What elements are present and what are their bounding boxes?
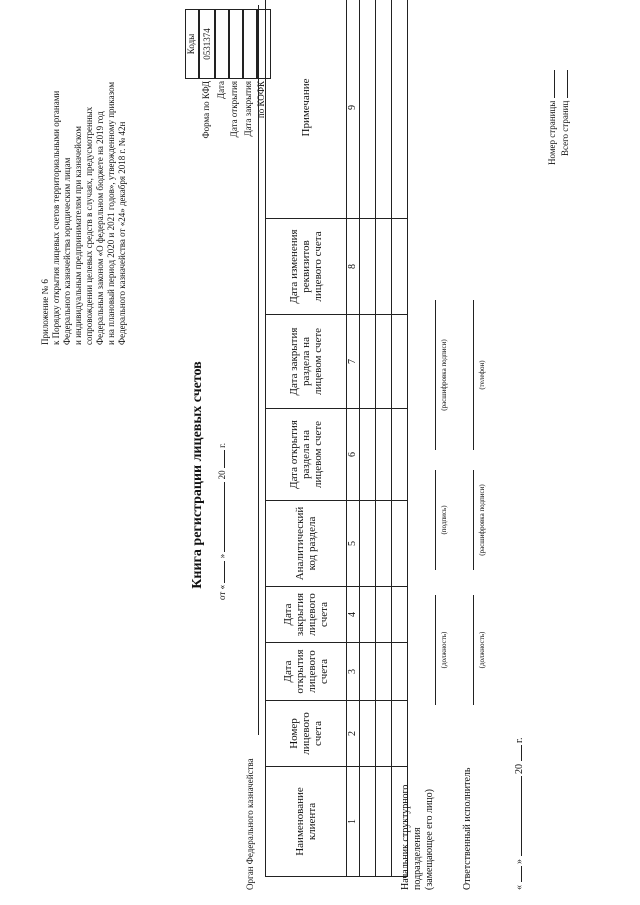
sign-date-month-field[interactable]: [512, 777, 522, 857]
sign-date-year-field[interactable]: [512, 746, 522, 762]
col-number: 1: [347, 767, 360, 877]
table-cell[interactable]: [360, 767, 376, 877]
table-cell[interactable]: [360, 701, 376, 767]
date-year-field[interactable]: [215, 450, 225, 468]
executor-decoding-field[interactable]: [473, 470, 474, 570]
appendix-line: Приложение № 6: [40, 279, 50, 345]
table-cell[interactable]: [360, 587, 376, 643]
sign-date-close-quote: »: [514, 859, 525, 864]
col-section-open-date-header: Дата открытия раздела на лицевом счете: [266, 409, 347, 501]
col-number: 9: [347, 0, 360, 219]
appendix-line: и индивидуальным предпринимателям при казначейском: [73, 126, 83, 345]
table-cell[interactable]: [376, 643, 392, 701]
table-cell[interactable]: [360, 643, 376, 701]
table-cell[interactable]: [376, 501, 392, 587]
col-note-header: Примечание: [266, 0, 347, 219]
total-pages-label: Всего страниц: [560, 100, 570, 157]
executor-phone-caption: (телефон): [478, 360, 486, 390]
table-cell[interactable]: [376, 315, 392, 409]
table-cell[interactable]: [360, 501, 376, 587]
date-year-suffix: г.: [217, 442, 227, 448]
col-number: 7: [347, 315, 360, 409]
col-number: 5: [347, 501, 360, 587]
document-date-line: [215, 443, 227, 600]
appendix-note: [40, 15, 128, 345]
table-cell[interactable]: [360, 409, 376, 501]
table-row: [376, 0, 392, 877]
codes-header: Коды: [185, 9, 199, 79]
col-number: 6: [347, 409, 360, 501]
page-number-field[interactable]: [545, 70, 555, 98]
col-account-open-date-header: Дата открытия лицевого счета: [266, 643, 347, 701]
col-number: 4: [347, 587, 360, 643]
table-cell[interactable]: [376, 587, 392, 643]
table-number-row: [347, 0, 360, 877]
col-section-close-date-header: Дата закрытия раздела на лицевом счете: [266, 315, 347, 409]
head-decoding-field[interactable]: [435, 300, 436, 450]
col-number: 3: [347, 643, 360, 701]
organ-field[interactable]: [258, 5, 259, 735]
table-cell[interactable]: [376, 701, 392, 767]
date-code-field[interactable]: [215, 9, 229, 79]
table-cell[interactable]: [360, 315, 376, 409]
organ-label: Орган Федерального казначейства: [245, 758, 255, 890]
date-month-field[interactable]: [215, 482, 225, 552]
table-cell[interactable]: [360, 219, 376, 315]
appendix-line: и на плановый период 2020 и 2021 годов», утвержденному приказом: [106, 81, 116, 345]
page-number-label: Номер страницы: [547, 100, 557, 165]
appendix-line: Федерального казначейства юридическим лицам: [62, 157, 72, 345]
date-open-quote: от «: [217, 584, 227, 600]
col-analytic-code-header: Аналитический код раздела: [266, 501, 347, 587]
table-row: [360, 0, 376, 877]
head-signature-field[interactable]: [435, 470, 436, 570]
table-cell[interactable]: [376, 409, 392, 501]
close-date-code-field[interactable]: [243, 9, 257, 79]
appendix-line: Федерального казначейства от «24» декабря 2018 г. № 42н: [117, 121, 127, 345]
executor-decoding-caption: (расшифровка подписи): [478, 484, 486, 556]
register-table: [265, 0, 408, 877]
table-cell[interactable]: [376, 219, 392, 315]
col-account-close-date-header: Дата закрытия лицевого счета: [266, 587, 347, 643]
form-code-label: Форма по КФД: [201, 81, 211, 139]
appendix-line: сопровождении целевых средств в случаях, предусмотренных: [84, 106, 94, 345]
sign-date-year-suffix: г.: [514, 737, 525, 743]
col-number: 8: [347, 219, 360, 315]
kofk-code-label: по КОФК: [256, 81, 266, 119]
page-numbering: [545, 70, 571, 165]
open-date-code-label: Дата открытия: [229, 81, 239, 138]
col-requisites-change-date-header: Дата изменения реквизитов лицевого счета: [266, 219, 347, 315]
head-label-line1: Начальник структурного: [400, 784, 411, 890]
col-number: 2: [347, 701, 360, 767]
total-pages-row: [558, 70, 571, 165]
head-decoding-caption: (расшифровка подписи): [440, 339, 448, 411]
col-account-number-header: Номер лицевого счета: [266, 701, 347, 767]
table-cell[interactable]: [376, 767, 392, 877]
signature-block: [400, 10, 630, 890]
executor-phone-field[interactable]: [473, 300, 474, 450]
executor-position-field[interactable]: [473, 595, 474, 705]
table-cell[interactable]: [376, 0, 392, 219]
form-code-value: 0531374: [199, 9, 215, 79]
date-code-label: Дата: [216, 81, 226, 99]
col-client-name-header: Наименование клиента: [266, 767, 347, 877]
table-cell[interactable]: [360, 0, 376, 219]
sign-date-line: [512, 738, 526, 890]
close-date-code-label: Дата закрытия: [243, 81, 253, 137]
table-header-row: [266, 0, 347, 877]
sign-date-year-prefix: 20: [514, 764, 525, 774]
executor-label: Ответственный исполнитель: [462, 767, 473, 890]
document-title: Книга регистрации лицевых счетов: [190, 361, 205, 589]
appendix-line: Федеральным законом «О федеральном бюджете на 2019 год: [95, 111, 105, 345]
date-day-field[interactable]: [215, 561, 225, 583]
total-pages-field[interactable]: [558, 70, 568, 98]
head-position-caption: (должность): [440, 631, 448, 669]
head-label-line2: подразделения: [412, 827, 423, 890]
head-label-line3: (замещающее его лицо): [424, 789, 435, 890]
executor-position-caption: (должность): [478, 631, 486, 669]
appendix-line: к Порядку открытия лицевых счетов территориальными органами: [51, 90, 61, 345]
head-position-field[interactable]: [435, 595, 436, 705]
date-year-prefix: 20: [217, 470, 227, 480]
sign-date-day-field[interactable]: [512, 867, 522, 883]
sign-date-open-quote: «: [514, 885, 525, 890]
page-number-row: [545, 70, 558, 165]
open-date-code-field[interactable]: [229, 9, 243, 79]
head-signature-caption: (подпись): [440, 505, 448, 535]
date-close-quote: »: [217, 553, 227, 559]
